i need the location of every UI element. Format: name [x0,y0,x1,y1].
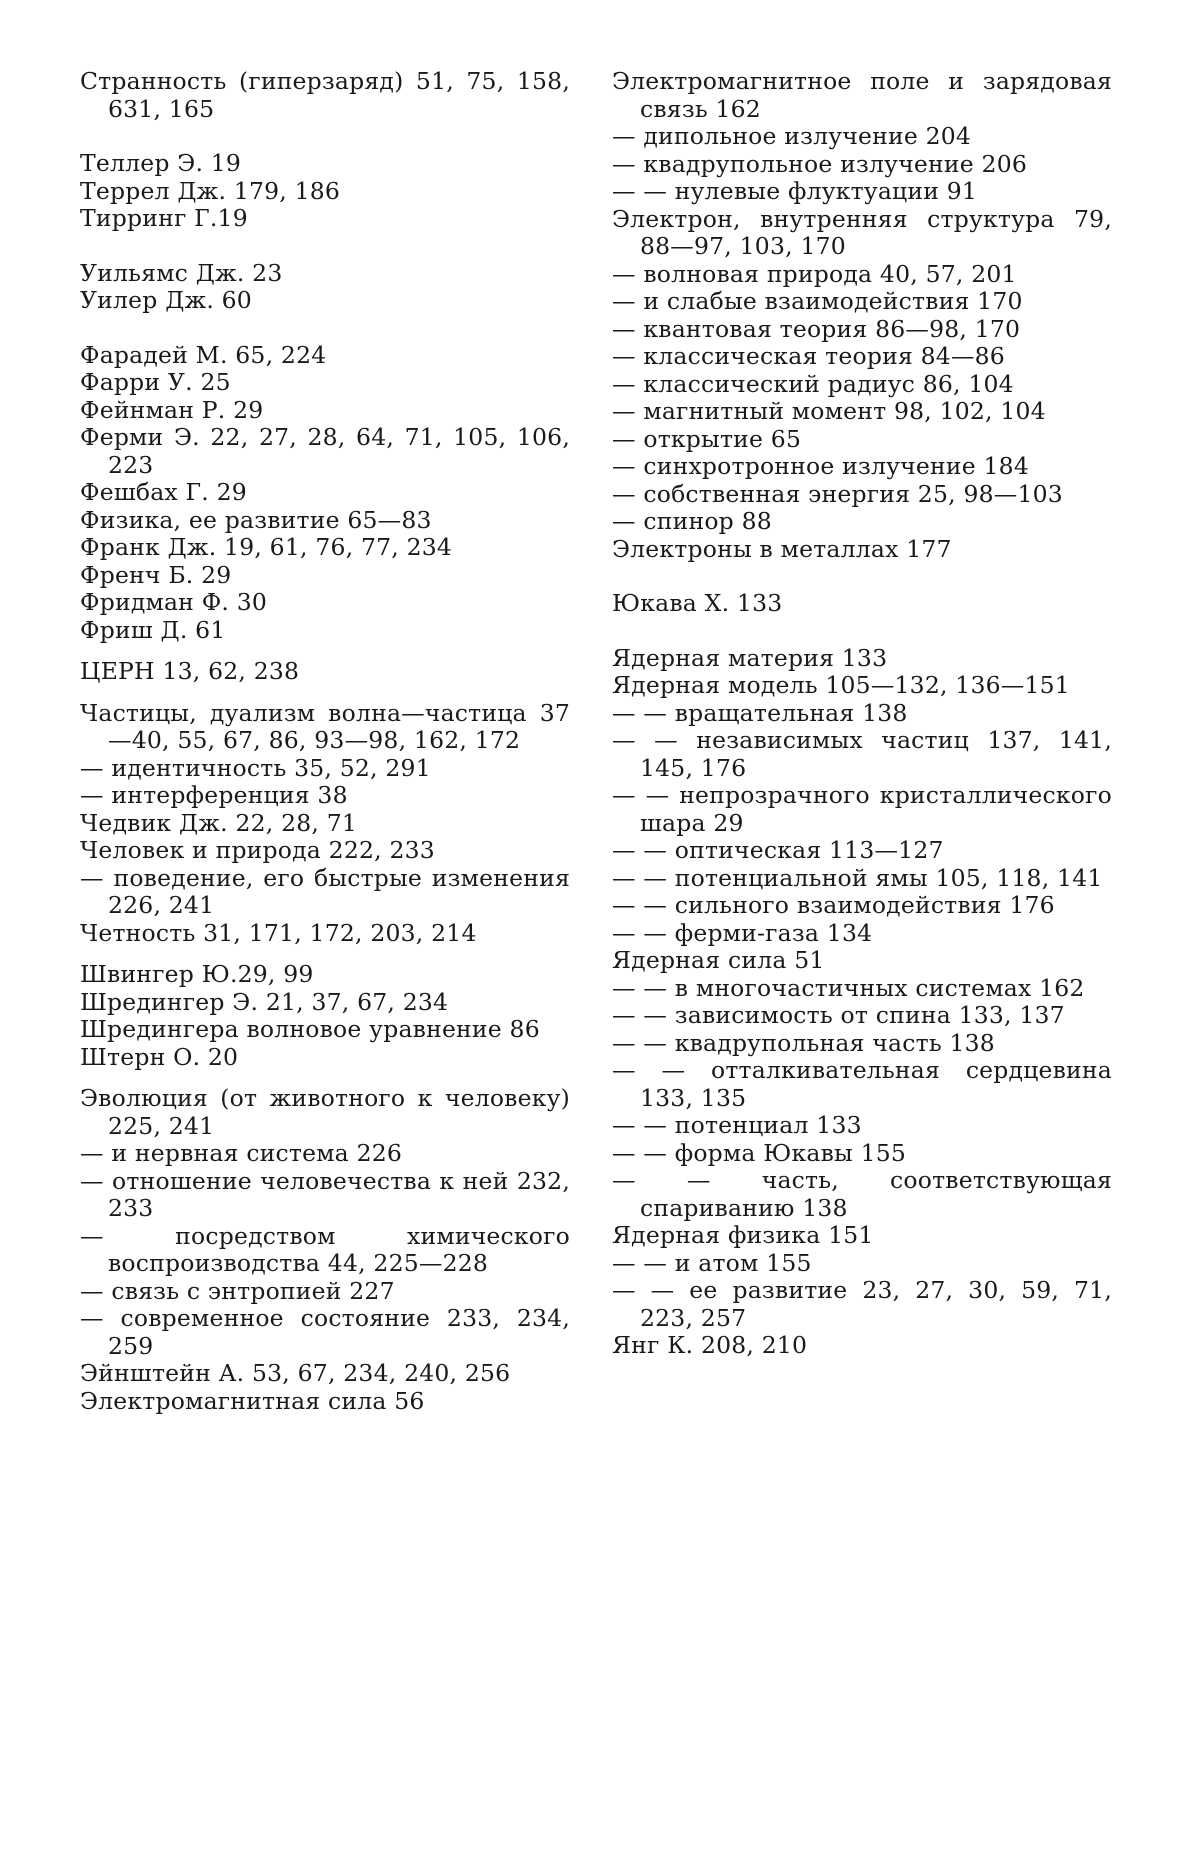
index-entry: Ядерная модель 105—132, 136—151 [612,671,1070,699]
index-entry: — собственная энергия 25, 98—103 [612,479,1063,508]
index-entry: — — ферми-газа 134 [612,918,873,947]
section-gap [80,233,570,260]
section-gap [80,686,570,700]
section-gap [80,947,570,961]
index-entry: Ядерная физика 151 [612,1221,874,1249]
index-entry: Фешбах Г. 29 [80,478,247,506]
index-entry: Эволюция (от животного к человеку) 225, 241 [80,1084,570,1140]
index-entry: — — сильного взаимодействия 176 [612,891,1055,919]
section-gap [80,1071,570,1085]
index-entry: Четность 31, 171, 172, 203, 214 [80,918,477,947]
index-entry: — — в многочастичных системах 162 [612,973,1085,1002]
section-gap [612,563,1112,590]
index-entry: — идентичность 35, 52, 291 [80,753,431,782]
index-entry: — — нулевые флуктуации 91 [612,177,978,205]
index-entry: Уильямс Дж. 23 [80,258,283,287]
index-entry: Электромагнитное поле и зарядовая связь 162 [612,67,1112,123]
index-entry: — квадрупольное излучение 206 [612,149,1027,178]
index-entry: — — потенциал 133 [612,1111,862,1139]
index-entry: — — вращательная 138 [612,698,908,727]
index-entry: Шредингер Э. 21, 37, 67, 234 [80,987,449,1016]
index-entry: — синхротронное излучение 184 [612,452,1029,480]
index-entry: — дипольное излучение 204 [612,122,972,150]
index-entry: Фридман Ф. 30 [80,588,268,616]
index-entry: — — ее развитие 23, 27, 30, 59, 71, 223, 257 [612,1276,1112,1332]
index-entry: Франк Дж. 19, 61, 76, 77, 234 [80,533,453,561]
index-entry: Чедвик Дж. 22, 28, 71 [80,808,358,837]
index-entry: Ядерная материя 133 [612,643,888,672]
index-entry: Фриш Д. 61 [80,615,226,644]
section-gap [80,644,570,658]
index-entry: Электроны в металлах 177 [612,534,952,563]
index-column-right [612,68,1112,1360]
index-entry: — квантовая теория 86—98, 170 [612,314,1021,343]
index-entry: Электрон, внутренняя структура 79, 88—97, 103, 170 [612,204,1112,260]
index-entry: Фарри У. 25 [80,368,231,396]
index-entry: Ядерная сила 51 [612,946,825,974]
index-entry: — классическая теория 84—86 [612,342,1005,370]
index-entry: Частицы, дуализм волна—частица 37—40, 55, 67, 86, 93—98, 162, 172 [80,698,570,754]
section-gap [80,123,570,150]
index-entry: — и нервная система 226 [80,1139,403,1167]
index-entry: Физика, ее развитие 65—83 [80,505,432,534]
section-gap [80,315,570,342]
index-entry: — — оптическая 113—127 [612,836,944,864]
index-entry: — волновая природа 40, 57, 201 [612,259,1017,288]
index-entry: Фарадей М. 65, 224 [80,340,327,369]
index-entry: Эйнштейн А. 53, 67, 234, 240, 256 [80,1359,511,1387]
index-entry: — отношение человечества к ней 232, 233 [80,1166,570,1222]
index-entry: Фейнман Р. 29 [80,395,264,424]
index-entry: — — отталкивательная сердцевина 133, 135 [612,1056,1112,1112]
index-entry: Френч Б. 29 [80,560,232,589]
index-entry: Человек и природа 222, 233 [80,836,435,864]
index-entry: Шредингера волновое уравнение 86 [80,1015,540,1043]
index-entry: Швингер Ю.29, 99 [80,960,314,988]
index-entry: — магнитный момент 98, 102, 104 [612,397,1046,425]
index-entry: — современное состояние 233, 234, 259 [80,1304,570,1360]
index-entry: Тирринг Г.19 [80,204,248,232]
index-entry: — — и атом 155 [612,1248,812,1277]
index-entry: — классический радиус 86, 104 [612,369,1014,398]
section-gap [612,618,1112,645]
index-entry: — интерференция 38 [80,781,348,809]
index-entry: Странность (гиперзаряд) 51, 75, 158, 631, 165 [80,67,570,123]
index-entry: — — потенциальной ямы 105, 118, 141 [612,863,1103,892]
index-entry: ЦЕРН 13, 62, 238 [80,657,300,685]
index-entry: Теллер Э. 19 [80,149,242,177]
index-entry: — поведение, его быстрые изменения 226, 241 [80,863,570,919]
index-entry: — — непрозрачного кристаллического шара 29 [612,781,1112,837]
index-entry: — — форма Юкавы 155 [612,1138,907,1167]
index-entry: — посредством химического воспроизводства 44, 225—228 [80,1221,570,1277]
index-entry: Электромагнитная сила 56 [80,1386,425,1415]
index-column-left [80,68,570,1415]
index-entry: — — квадрупольная часть 138 [612,1028,995,1057]
index-entry: Ферми Э. 22, 27, 28, 64, 71, 105, 106, 223 [80,423,570,479]
index-entry: — и слабые взаимодействия 170 [612,287,1023,315]
index-entry: Штерн О. 20 [80,1042,239,1071]
index-entry: — — независимых частиц 137, 141, 145, 176 [612,726,1112,782]
index-entry: Янг К. 208, 210 [612,1331,808,1359]
index-entry: — связь с энтропией 227 [80,1276,395,1305]
index-entry: — — часть, соответствующая спариванию 138 [612,1166,1112,1222]
index-entry: — открытие 65 [612,424,802,453]
index-entry: — спинор 88 [612,507,772,535]
index-entry: Юкава Х. 133 [612,589,783,617]
index-entry: Уилер Дж. 60 [80,286,252,314]
index-entry: Террел Дж. 179, 186 [80,176,341,205]
index-entry: — — зависимость от спина 133, 137 [612,1001,1065,1029]
